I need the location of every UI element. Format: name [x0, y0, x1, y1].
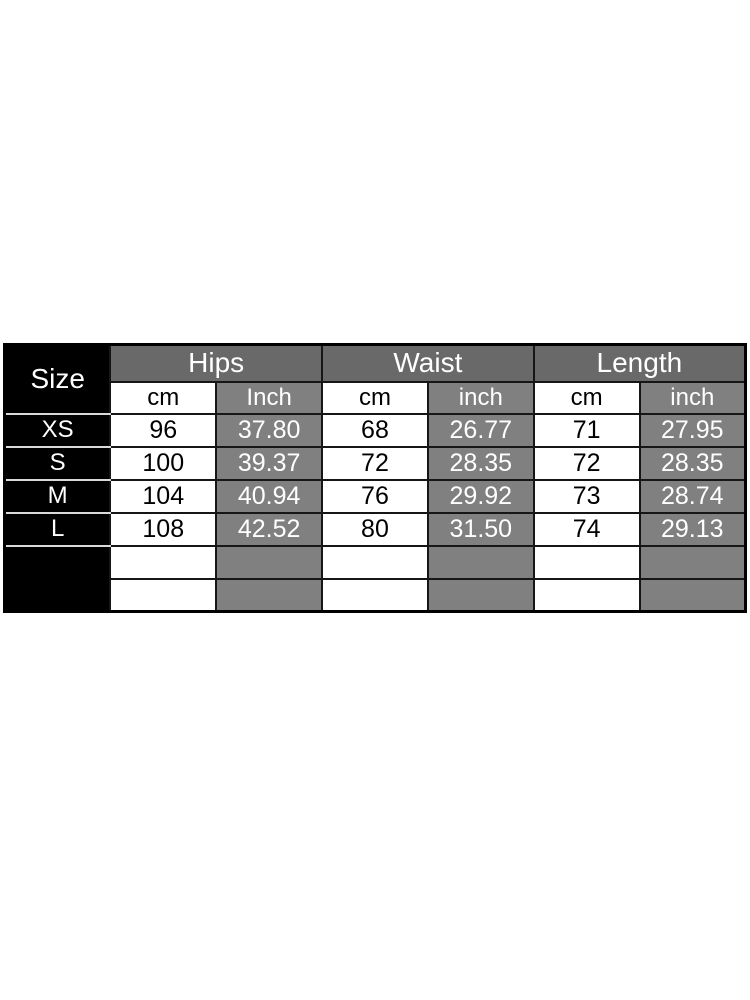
empty-cell	[216, 579, 322, 612]
measurement-cell: 42.52	[216, 513, 322, 546]
empty-table-row	[5, 546, 746, 579]
measurement-cell: 72	[534, 447, 640, 480]
size-cell: XS	[5, 414, 111, 447]
empty-cell	[110, 546, 216, 579]
measurement-cell: 37.80	[216, 414, 322, 447]
empty-table-row	[5, 579, 746, 612]
measurement-cell: 68	[322, 414, 428, 447]
measurement-cell: 39.37	[216, 447, 322, 480]
empty-cell	[534, 579, 640, 612]
measurement-cell: 108	[110, 513, 216, 546]
unit-header-hips-inch: Inch	[216, 382, 322, 414]
measurement-cell: 28.74	[640, 480, 746, 513]
unit-header-row	[5, 382, 746, 414]
measurement-cell: 80	[322, 513, 428, 546]
measurement-cell: 76	[322, 480, 428, 513]
empty-cell	[534, 546, 640, 579]
measurement-cell: 26.77	[428, 414, 534, 447]
size-cell: M	[5, 480, 111, 513]
measurement-cell: 96	[110, 414, 216, 447]
group-header-hips: Hips	[110, 345, 322, 382]
unit-header-hips-cm: cm	[110, 382, 216, 414]
measurement-cell: 71	[534, 414, 640, 447]
size-cell: S	[5, 447, 111, 480]
empty-cell	[428, 546, 534, 579]
empty-cell	[322, 546, 428, 579]
table-row	[5, 414, 746, 447]
empty-cell	[322, 579, 428, 612]
empty-size-block	[5, 546, 111, 612]
empty-cell	[216, 546, 322, 579]
unit-header-waist-inch: inch	[428, 382, 534, 414]
group-header-waist: Waist	[322, 345, 534, 382]
empty-cell	[640, 579, 746, 612]
measurement-cell: 104	[110, 480, 216, 513]
unit-header-length-cm: cm	[534, 382, 640, 414]
empty-cell	[428, 579, 534, 612]
table-row	[5, 447, 746, 480]
measurement-cell: 31.50	[428, 513, 534, 546]
measurement-cell: 28.35	[428, 447, 534, 480]
measurement-cell: 74	[534, 513, 640, 546]
empty-cell	[640, 546, 746, 579]
measurement-cell: 40.94	[216, 480, 322, 513]
empty-cell	[110, 579, 216, 612]
measurement-cell: 73	[534, 480, 640, 513]
table-row	[5, 513, 746, 546]
group-header-length: Length	[534, 345, 746, 382]
measurement-cell: 28.35	[640, 447, 746, 480]
group-header-row	[5, 345, 746, 382]
size-chart-table	[3, 343, 747, 613]
measurement-cell: 29.13	[640, 513, 746, 546]
table-row	[5, 480, 746, 513]
measurement-cell: 100	[110, 447, 216, 480]
unit-header-length-inch: inch	[640, 382, 746, 414]
size-corner-header: Size	[5, 345, 111, 414]
measurement-cell: 27.95	[640, 414, 746, 447]
size-cell: L	[5, 513, 111, 546]
measurement-cell: 29.92	[428, 480, 534, 513]
unit-header-waist-cm: cm	[322, 382, 428, 414]
measurement-cell: 72	[322, 447, 428, 480]
